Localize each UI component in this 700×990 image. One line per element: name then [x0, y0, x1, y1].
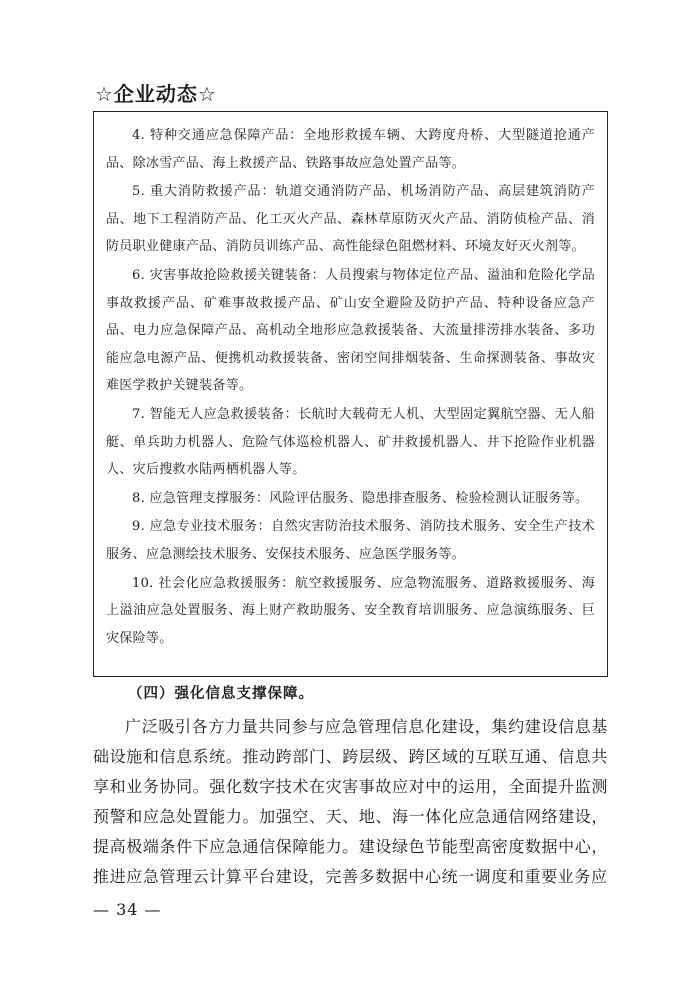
- list-item: 4. 特种交通应急保障产品：全地形救援车辆、大跨度舟桥、大型隧道抢通产品、除冰雪产品、海上救援产品、铁路事故应急处置产品等。: [106, 128, 595, 171]
- list-item: 6. 灾害事故抢险救援关键装备：人员搜索与物体定位产品、溢油和危险化学品事故救援产品、矿难事故救援产品、矿山安全避险及防护产品、特种设备应急产品、电力应急保障产品、高机动全地形应急救援装备、大流量排涝排水装备、多功能应急电源产品、便携机动救援装备、密闭空间排烟装备、生命探测装备、事故灾难医学救护关键装备等。: [106, 267, 595, 394]
- list-item: 10. 社会化应急救援服务：航空救援服务、应急物流服务、道路救援服务、海上溢油应急处置服务、海上财产救助服务、安全教育培训服务、应急演练服务、巨灾保险等。: [106, 575, 595, 646]
- section-heading: （四）强化信息支撑保障。: [128, 685, 314, 702]
- page-header-title: ☆企业动态☆: [95, 82, 217, 106]
- product-list-box: [93, 112, 608, 677]
- list-item: 8. 应急管理支撑服务：风险评估服务、隐患排查服务、检验检测认证服务等。: [132, 490, 589, 506]
- list-item: 7. 智能无人应急救援装备：长航时大载荷无人机、大型固定翼航空器、无人船艇、单兵助力机器人、危险气体巡检机器人、矿井救援机器人、井下抢险作业机器人、灾后搜救水陆两栖机器人等。: [106, 406, 595, 478]
- page-number: — 34 —: [93, 900, 162, 919]
- body-paragraph: 广泛吸引各方力量共同参与应急管理信息化建设，集约建设信息基础设施和信息系统。推动跨部门、跨层级、跨区域的互联互通、信息共享和业务协同。强化数字技术在灾害事故应对中的运用，全面提升监测预警和应急处置能力。加强空、天、地、海一体化应急通信网络建设，提高极端条件下应急通信保障能力。建设绿色节能型高密度数据中心，推进应急管理云计算平台建设，完善多数据中心统一调度和重要业务应: [93, 717, 608, 886]
- list-item: 9. 应急专业技术服务：自然灾害防治技术服务、消防技术服务、安全生产技术服务、应急测绘技术服务、安保技术服务、应急医学服务等。: [106, 519, 595, 562]
- list-item: 5. 重大消防救援产品：轨道交通消防产品、机场消防产品、高层建筑消防产品、地下工程消防产品、化工灭火产品、森林草原防灭火产品、消防侦检产品、消防员职业健康产品、消防员训练产品、高性能绿色阻燃材料、环境友好灭火剂等。: [106, 184, 595, 255]
